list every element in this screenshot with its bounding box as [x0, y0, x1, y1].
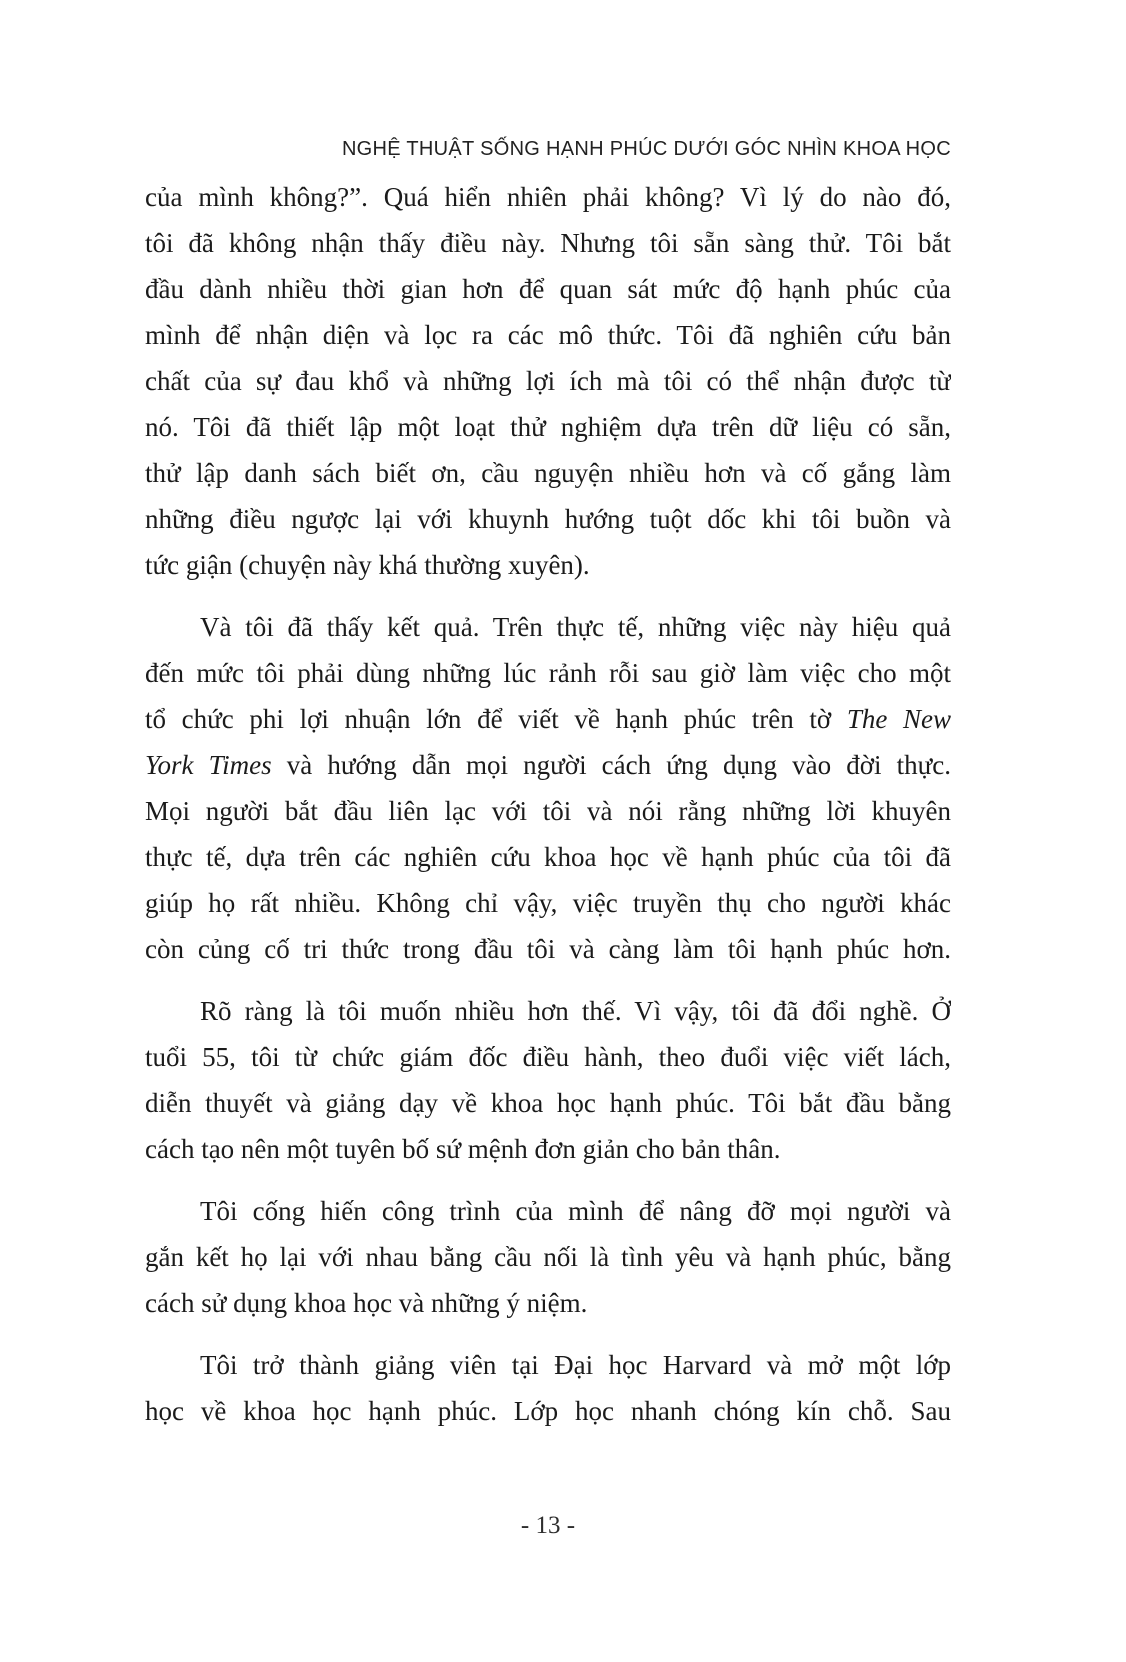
- text-segment: thực tế, dựa trên các nghiên cứu khoa học về hạnh phúc của tôi đã: [145, 842, 951, 872]
- text-segment: gắn kết họ lại với nhau bằng cầu nối là tình yêu và hạnh phúc, bằng: [145, 1242, 951, 1272]
- text-line: [145, 834, 951, 880]
- page-number: - 13 -: [520, 1512, 576, 1539]
- paragraph: [145, 174, 951, 588]
- italic-text-segment: The New: [846, 704, 951, 734]
- text-segment: tức giận (chuyện này khá thường xuyên).: [145, 550, 590, 580]
- text-segment: còn củng cố tri thức trong đầu tôi và càng làm tôi hạnh phúc hơn.: [145, 934, 951, 964]
- text-line: [145, 404, 951, 450]
- text-line: [145, 1280, 951, 1326]
- page-footer: [145, 1512, 951, 1540]
- paragraph: [145, 604, 951, 972]
- text-segment: chất của sự đau khổ và những lợi ích mà tôi có thể nhận được từ: [145, 366, 951, 396]
- text-line: [145, 312, 951, 358]
- text-line: [145, 1126, 951, 1172]
- text-line: [145, 926, 951, 972]
- text-segment: nó. Tôi đã thiết lập một loạt thử nghiệm dựa trên dữ liệu có sẵn,: [145, 412, 951, 442]
- text-line: [145, 650, 951, 696]
- text-line: [145, 788, 951, 834]
- text-segment: của mình không?”. Quá hiển nhiên phải không? Vì lý do nào đó,: [145, 182, 951, 212]
- text-segment: đầu dành nhiều thời gian hơn để quan sát mức độ hạnh phúc của: [145, 274, 951, 304]
- text-line: [145, 1188, 951, 1234]
- text-segment: và hướng dẫn mọi người cách ứng dụng vào đời thực.: [271, 750, 951, 780]
- text-line: [145, 604, 951, 650]
- text-line: [145, 1034, 951, 1080]
- text-line: [145, 496, 951, 542]
- text-line: [145, 266, 951, 312]
- text-segment: diễn thuyết và giảng dạy về khoa học hạnh phúc. Tôi bắt đầu bằng: [145, 1088, 951, 1118]
- text-segment: Tôi cống hiến công trình của mình để nâng đỡ mọi người và: [200, 1196, 951, 1226]
- running-header-text: NGHỆ THUẬT SỐNG HẠNH PHÚC DƯỚI GÓC NHÌN KHOA HỌC: [341, 138, 951, 160]
- paragraph: [145, 1342, 951, 1434]
- text-line: [145, 1388, 951, 1434]
- italic-text-segment: York Times: [145, 750, 272, 780]
- text-line: [145, 1234, 951, 1280]
- text-segment: Mọi người bắt đầu liên lạc với tôi và nói rằng những lời khuyên: [145, 796, 951, 826]
- text-line: [145, 1342, 951, 1388]
- text-segment: tôi đã không nhận thấy điều này. Nhưng tôi sẵn sàng thử. Tôi bắt: [145, 228, 951, 258]
- text-segment: những điều ngược lại với khuynh hướng tuột dốc khi tôi buồn và: [145, 504, 951, 534]
- text-line: [145, 174, 951, 220]
- text-segment: Rõ ràng là tôi muốn nhiều hơn thế. Vì vậy, tôi đã đổi nghề. Ở: [200, 996, 951, 1026]
- paragraph: [145, 988, 951, 1172]
- text-segment: Tôi trở thành giảng viên tại Đại học Harvard và mở một lớp: [200, 1350, 951, 1380]
- text-segment: thử lập danh sách biết ơn, cầu nguyện nhiều hơn và cố gắng làm: [145, 458, 951, 488]
- text-segment: giúp họ rất nhiều. Không chỉ vậy, việc truyền thụ cho người khác: [145, 888, 951, 918]
- text-line: [145, 358, 951, 404]
- text-line: [145, 542, 951, 588]
- text-line: [145, 696, 951, 742]
- page-body: [145, 174, 951, 1434]
- text-segment: cách tạo nên một tuyên bố sứ mệnh đơn giản cho bản thân.: [145, 1134, 781, 1164]
- text-segment: mình để nhận diện và lọc ra các mô thức. Tôi đã nghiên cứu bản: [145, 320, 951, 350]
- text-line: [145, 1080, 951, 1126]
- text-line: [145, 220, 951, 266]
- text-line: [145, 988, 951, 1034]
- paragraph: [145, 1188, 951, 1326]
- running-header: [145, 138, 951, 161]
- text-line: [145, 880, 951, 926]
- text-segment: tuổi 55, tôi từ chức giám đốc điều hành, theo đuổi việc viết lách,: [145, 1042, 951, 1072]
- text-segment: Và tôi đã thấy kết quả. Trên thực tế, những việc này hiệu quả: [200, 612, 951, 642]
- text-segment: cách sử dụng khoa học và những ý niệm.: [145, 1288, 588, 1318]
- text-line: [145, 742, 951, 788]
- text-segment: tổ chức phi lợi nhuận lớn để viết về hạnh phúc trên tờ: [145, 704, 847, 734]
- text-segment: đến mức tôi phải dùng những lúc rảnh rỗi sau giờ làm việc cho một: [145, 658, 951, 688]
- text-line: [145, 450, 951, 496]
- text-segment: học về khoa học hạnh phúc. Lớp học nhanh chóng kín chỗ. Sau: [145, 1396, 951, 1426]
